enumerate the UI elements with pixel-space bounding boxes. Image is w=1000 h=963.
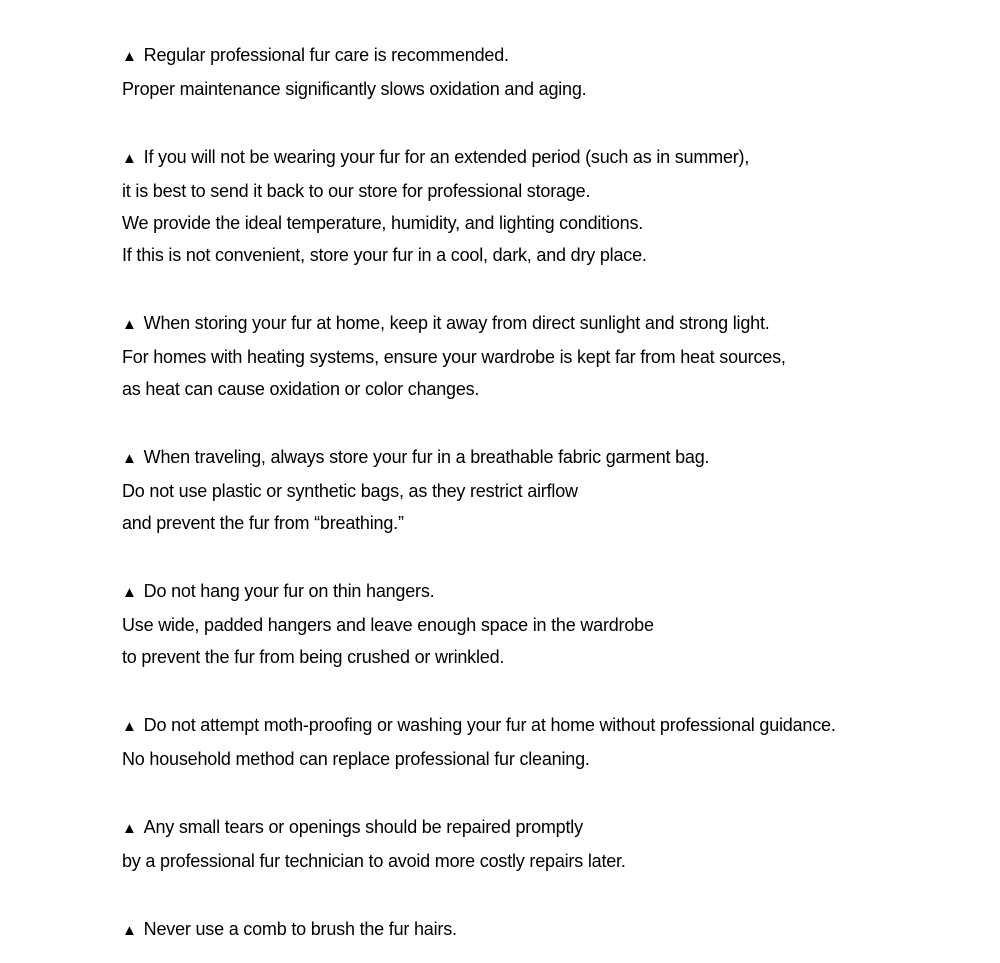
- section-line: Use wide, padded hangers and leave enough space in the wardrobe: [122, 615, 654, 635]
- section-line: No household method can replace professional fur cleaning.: [122, 749, 590, 769]
- triangle-bullet-icon: ▲: [122, 820, 137, 837]
- care-section: [122, 39, 960, 105]
- care-section: [122, 913, 960, 947]
- section-heading: [122, 709, 960, 743]
- care-section: [122, 141, 960, 271]
- section-heading-text: Any small tears or openings should be repaired promptly: [143, 817, 583, 837]
- triangle-bullet-icon: ▲: [122, 718, 137, 735]
- section-heading-text: Never use a comb to brush the fur hairs.: [143, 919, 457, 939]
- section-line: We provide the ideal temperature, humidity, and lighting conditions.: [122, 213, 644, 233]
- section-line: If this is not convenient, store your fur in a cool, dark, and dry place.: [122, 245, 647, 265]
- triangle-bullet-icon: ▲: [122, 48, 137, 65]
- section-line: and prevent the fur from “breathing.”: [122, 513, 404, 533]
- section-heading: [122, 141, 960, 175]
- care-section: [122, 307, 960, 405]
- section-heading: [122, 913, 960, 947]
- section-heading-text: Do not attempt moth-proofing or washing your fur at home without professional guidance.: [143, 715, 836, 735]
- section-heading-text: Do not hang your fur on thin hangers.: [143, 581, 435, 601]
- triangle-bullet-icon: ▲: [122, 150, 137, 167]
- section-line: it is best to send it back to our store for professional storage.: [122, 181, 591, 201]
- care-section: [122, 709, 960, 775]
- care-section: [122, 575, 960, 673]
- section-heading: [122, 307, 960, 341]
- care-section: [122, 811, 960, 877]
- triangle-bullet-icon: ▲: [122, 584, 137, 601]
- section-line: Proper maintenance significantly slows oxidation and aging.: [122, 79, 587, 99]
- section-line: to prevent the fur from being crushed or wrinkled.: [122, 647, 505, 667]
- section-line: by a professional fur technician to avoid more costly repairs later.: [122, 851, 626, 871]
- section-heading: [122, 575, 960, 609]
- section-heading-text: When storing your fur at home, keep it away from direct sunlight and strong light.: [143, 313, 770, 333]
- section-line: Do not use plastic or synthetic bags, as they restrict airflow: [122, 481, 578, 501]
- section-heading-text: Regular professional fur care is recommended.: [143, 45, 509, 65]
- triangle-bullet-icon: ▲: [122, 450, 137, 467]
- section-heading: [122, 39, 960, 73]
- section-heading: [122, 441, 960, 475]
- section-line: For homes with heating systems, ensure your wardrobe is kept far from heat sources,: [122, 347, 786, 367]
- section-heading: [122, 811, 960, 845]
- triangle-bullet-icon: ▲: [122, 922, 137, 939]
- section-heading-text: When traveling, always store your fur in a breathable fabric garment bag.: [143, 447, 710, 467]
- section-line: as heat can cause oxidation or color changes.: [122, 379, 480, 399]
- triangle-bullet-icon: ▲: [122, 316, 137, 333]
- section-heading-text: If you will not be wearing your fur for an extended period (such as in summer),: [143, 147, 750, 167]
- care-section: [122, 441, 960, 539]
